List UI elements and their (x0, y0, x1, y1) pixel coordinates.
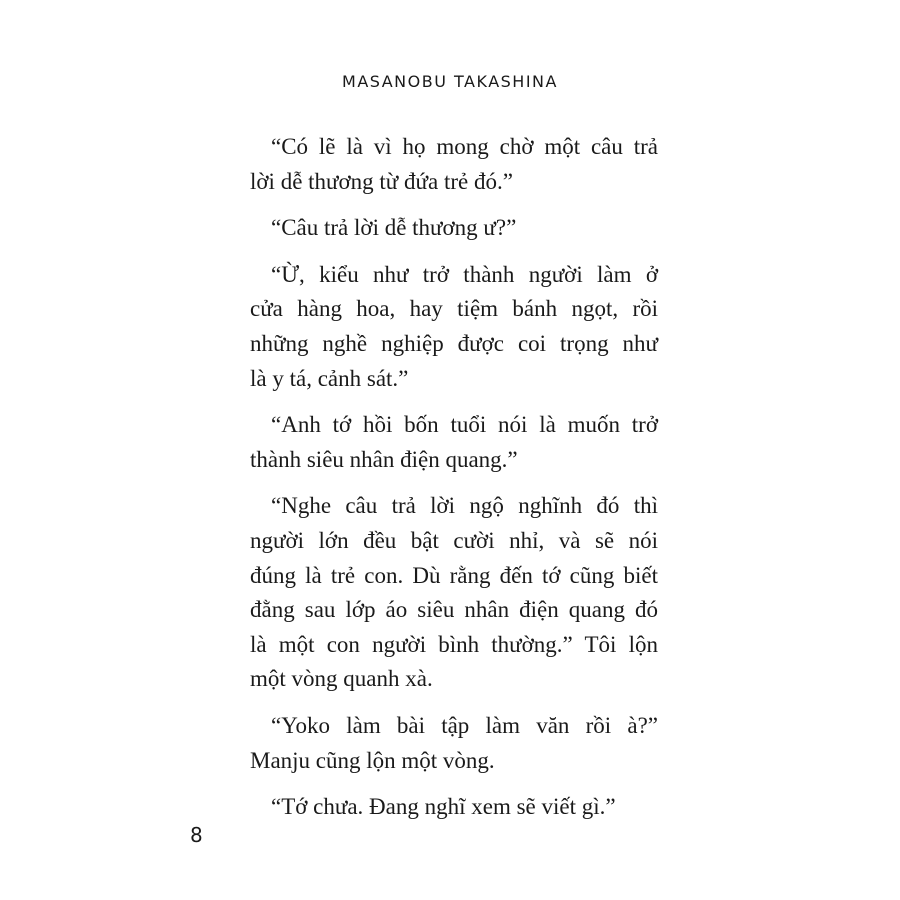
body-text (250, 130, 658, 825)
text-line: là một con người bình thường.” Tôi lộn (250, 631, 658, 657)
paragraph (250, 709, 658, 778)
text-line: những nghề nghiệp được coi trọng như (250, 330, 658, 356)
text-line: người lớn đều bật cười nhỉ, và sẽ nói (250, 527, 658, 553)
text-line: một vòng quanh xà. (250, 666, 433, 692)
text-line: lời dễ thương từ đứa trẻ đó.” (250, 168, 513, 194)
paragraph (250, 790, 658, 825)
paragraph (250, 130, 658, 199)
text-line: cửa hàng hoa, hay tiệm bánh ngọt, rồi (250, 296, 658, 322)
text-line: “Yoko làm bài tập làm văn rồi à?” (271, 712, 658, 738)
text-line: “Anh tớ hồi bốn tuổi nói là muốn trở (271, 412, 658, 438)
text-line: “Nghe câu trả lời ngộ nghĩnh đó thì (271, 493, 658, 519)
text-line: đúng là trẻ con. Dù rằng đến tớ cũng biết (250, 562, 658, 588)
text-line: “Ừ, kiểu như trở thành người làm ở (271, 261, 658, 287)
paragraph (250, 408, 658, 477)
paragraph (250, 258, 658, 396)
text-line: “Câu trả lời dễ thương ư?” (271, 215, 517, 241)
text-line: “Có lẽ là vì họ mong chờ một câu trả (271, 134, 658, 159)
text-line: Manju cũng lộn một vòng. (250, 747, 495, 773)
text-line: đằng sau lớp áo siêu nhân điện quang đó (250, 597, 658, 623)
paragraph (250, 489, 658, 697)
text-line: “Tớ chưa. Đang nghĩ xem sẽ viết gì.” (271, 794, 616, 820)
running-header: MASANOBU TAKASHINA (342, 72, 558, 91)
page-number: 8 (190, 823, 203, 847)
text-line: thành siêu nhân điện quang.” (250, 446, 518, 472)
paragraph (250, 211, 658, 246)
text-line: là y tá, cảnh sát.” (250, 365, 409, 391)
